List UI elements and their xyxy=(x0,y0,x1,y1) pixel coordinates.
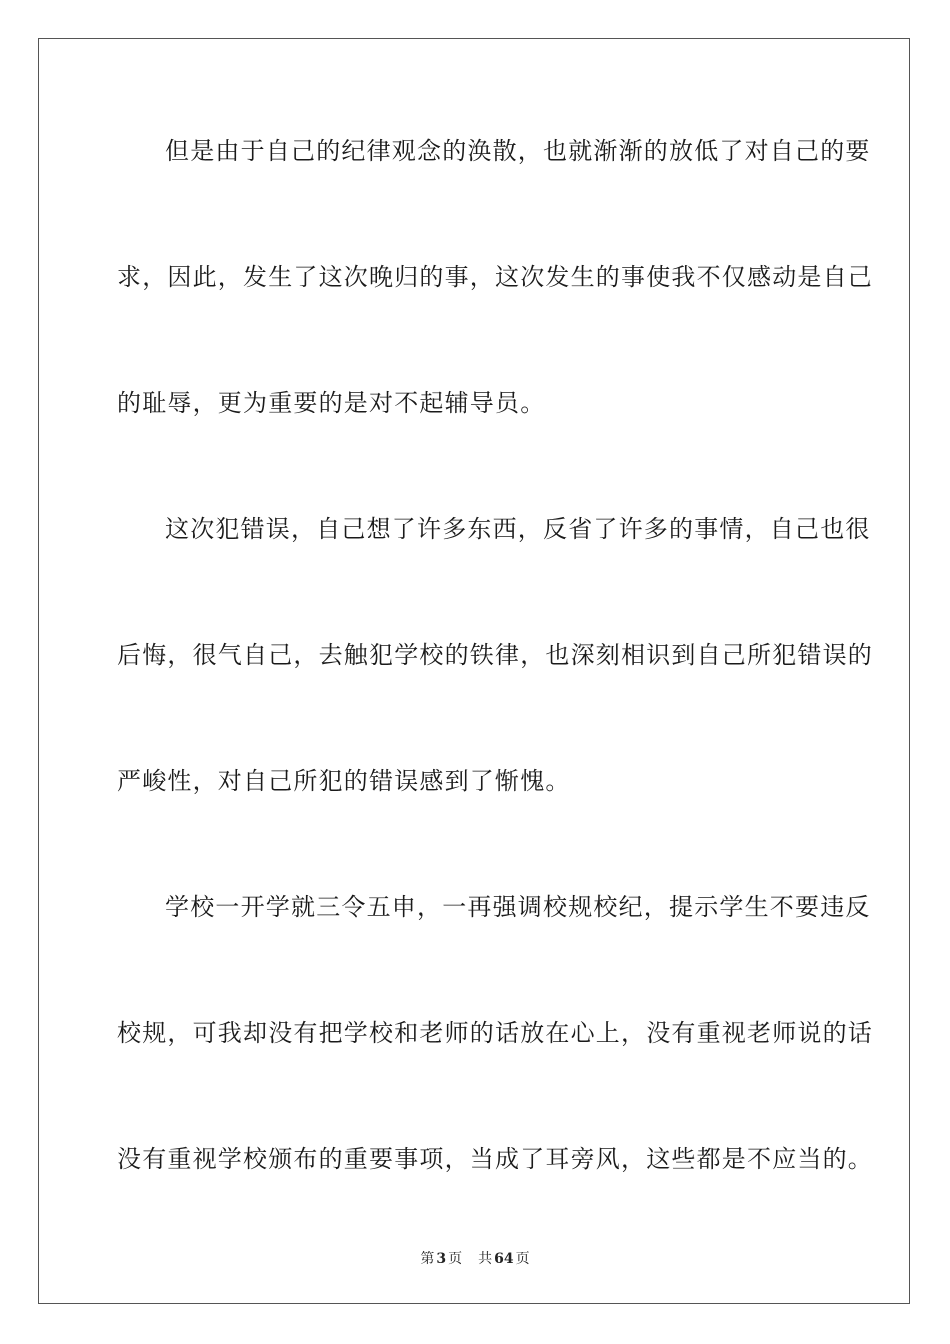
document-body xyxy=(117,124,873,1258)
page-footer xyxy=(0,1248,950,1268)
page-number: 3 xyxy=(436,1251,447,1267)
total-prefix: 共 xyxy=(478,1251,493,1267)
paragraph-line: 这次犯错误，自己想了许多东西，反省了许多的事情，自己也很 xyxy=(165,515,871,543)
paragraph-line: 后悔，很气自己，去触犯学校的铁律，也深刻相识到自己所犯错误的 xyxy=(117,641,873,669)
paragraph-line: 严峻性，对自己所犯的错误感到了惭愧。 xyxy=(117,767,571,795)
total-suffix: 页 xyxy=(515,1251,530,1267)
paragraph-line: 但是由于自己的纪律观念的涣散，也就渐渐的放低了对自己的要 xyxy=(165,137,871,165)
paragraph-line: 学校一开学就三令五申，一再强调校规校纪，提示学生不要违反 xyxy=(165,893,871,921)
paragraph-line: 的耻辱，更为重要的是对不起辅导员。 xyxy=(117,389,546,417)
paragraph-line: 校规，可我却没有把学校和老师的话放在心上，没有重视老师说的话 xyxy=(117,1019,873,1047)
paragraph-line: 求，因此，发生了这次晚归的事，这次发生的事使我不仅感动是自己 xyxy=(117,263,873,291)
paragraph-line: 没有重视学校颁布的重要事项，当成了耳旁风，这些都是不应当的。 xyxy=(117,1145,873,1173)
page-suffix: 页 xyxy=(448,1251,463,1267)
page-prefix: 第 xyxy=(420,1251,435,1267)
total-pages: 64 xyxy=(494,1251,514,1267)
